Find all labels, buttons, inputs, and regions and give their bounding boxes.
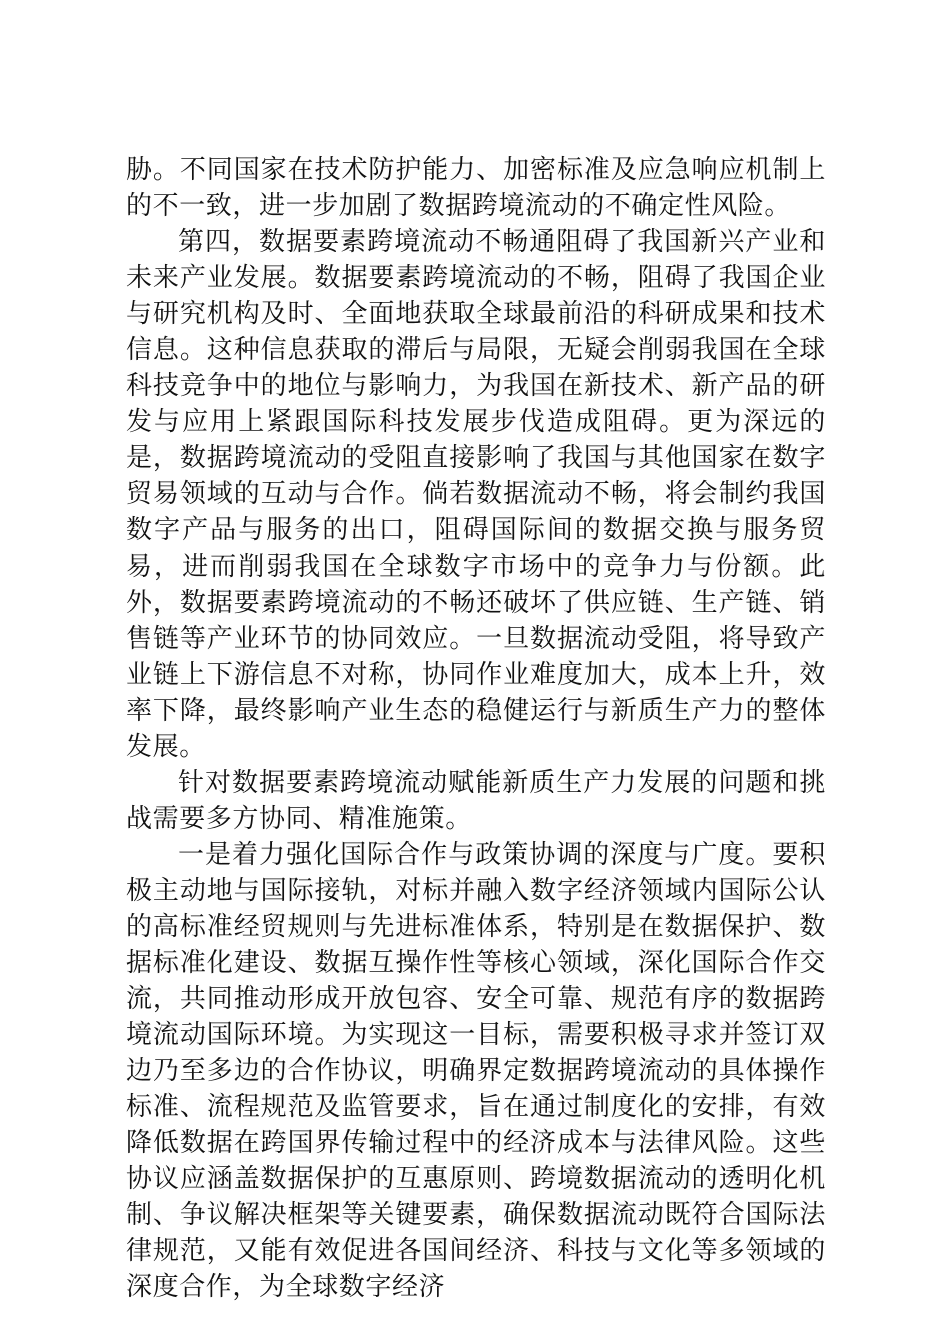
document-body: [126, 152, 826, 1306]
paragraph-continuation: 胁。不同国家在技术防护能力、加密标准及应急响应机制上的不一致，进一步加剧了数据跨境流动的不确定性风险。: [126, 155, 826, 222]
paragraph-countermeasures-intro: 针对数据要素跨境流动赋能新质生产力发展的问题和挑战需要多方协同、精准施策。: [126, 767, 826, 834]
paragraph-fourth-point: 第四，数据要素跨境流动不畅通阻碍了我国新兴产业和未来产业发展。数据要素跨境流动的不畅，阻碍了我国企业与研究机构及时、全面地获取全球最前沿的科研成果和技术信息。这种信息获取的滞后与局限，无疑会削弱我国在全球科技竞争中的地位与影响力，为我国在新技术、新产品的研发与应用上紧跟国际科技发展步伐造成阻碍。更为深远的是，数据跨境流动的受阻直接影响了我国与其他国家在数字贸易领域的互动与合作。倘若数据流动不畅，将会制约我国数字产品与服务的出口，阻碍国际间的数据交换与服务贸易，进而削弱我国在全球数字市场中的竞争力与份额。此外，数据要素跨境流动的不畅还破坏了供应链、生产链、销售链等产业环节的协同效应。一旦数据流动受阻，将导致产业链上下游信息不对称，协同作业难度加大，成本上升，效率下降，最终影响产业生态的稳健运行与新质生产力的整体发展。: [126, 227, 826, 762]
paragraph-first-measure: 一是着力强化国际合作与政策协调的深度与广度。要积极主动地与国际接轨，对标并融入数字经济领域内国际公认的高标准经贸规则与先进标准体系，特别是在数据保护、数据标准化建设、数据互操作性等核心领域，深化国际合作交流，共同推动形成开放包容、安全可靠、规范有序的数据跨境流动国际环境。为实现这一目标，需要积极寻求并签订双边乃至多边的合作协议，明确界定数据跨境流动的具体操作标准、流程规范及监管要求，旨在通过制度化的安排，有效降低数据在跨国界传输过程中的经济成本与法律风险。这些协议应涵盖数据保护的互惠原则、跨境数据流动的透明化机制、争议解决框架等关键要素，确保数据流动既符合国际法律规范，又能有效促进各国间经济、科技与文化等多领域的深度合作，为全球数字经济: [126, 839, 826, 1303]
